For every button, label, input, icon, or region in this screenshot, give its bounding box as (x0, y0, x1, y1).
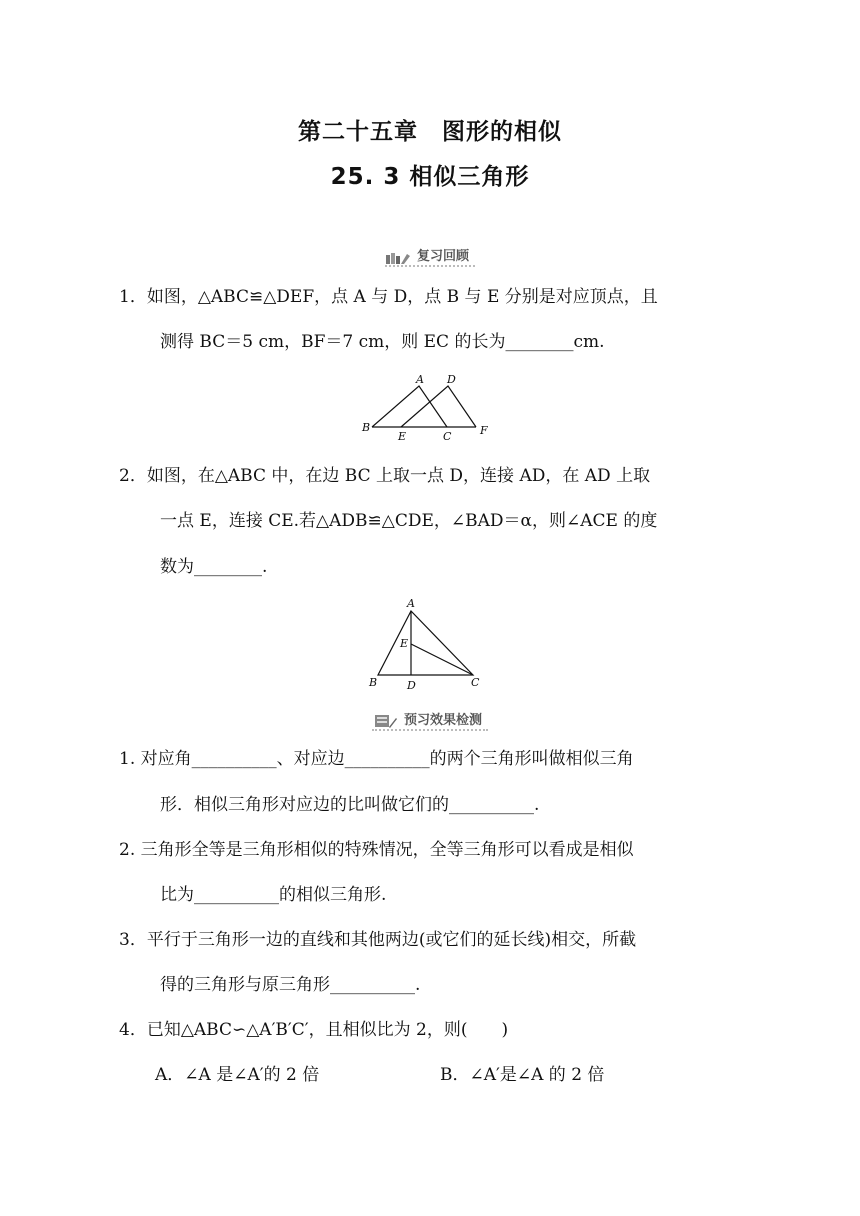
review-heading (0, 245, 860, 267)
books-icon (385, 250, 411, 264)
label-e: E (398, 430, 407, 442)
notebook-pencil-icon (372, 714, 398, 728)
review-q1-line2: 测得 BC＝5 cm，BF＝7 cm，则 EC 的长为________cm. (160, 332, 605, 352)
preview-heading (0, 709, 860, 731)
label2-a: A (407, 597, 415, 610)
label-b: B (362, 421, 371, 434)
preview-q4-stem: 4．已知△ABC∽△A′B′C′，且相似比为 2，则( ) (119, 1020, 509, 1040)
label-d: D (447, 373, 456, 386)
preview-q1-line1: 1. 对应角__________、对应边__________的两个三角形叫做相似三角 (119, 749, 634, 769)
review-q2-line1: 2．如图，在△ABC 中，在边 BC 上取一点 D，连接 AD，在 AD 上取 (119, 466, 651, 486)
review-q1-line1: 1．如图，△ABC≌△DEF，点 A 与 D，点 B 与 E 分别是对应顶点，且 (119, 287, 658, 307)
chapter-title: 第二十五章 图形的相似 (298, 119, 562, 145)
figure-triangle-adb-cde (365, 595, 490, 693)
label-a: A (416, 373, 424, 386)
label2-e: E (400, 637, 409, 650)
preview-q3-line2: 得的三角形与原三角形__________. (160, 975, 421, 995)
section-title: 25. 3 相似三角形 (330, 164, 530, 190)
review-q2-line3: 数为________. (160, 557, 268, 577)
preview-q2-line1: 2. 三角形全等是三角形相似的特殊情况，全等三角形可以看成是相似 (119, 840, 634, 860)
triangle-abc-2 (378, 611, 473, 675)
review-heading-label: 复习回顾 (416, 249, 469, 264)
label2-d: D (407, 679, 416, 692)
triangle-abc (372, 386, 447, 427)
label-c: C (443, 430, 452, 442)
preview-q4-option-b: B．∠A′是∠A 的 2 倍 (440, 1065, 605, 1085)
preview-q1-line2: 形．相似三角形对应边的比叫做它们的__________. (160, 795, 540, 815)
figure-congruent-triangles (360, 372, 500, 442)
label2-c: C (471, 676, 480, 689)
preview-heading-label: 预习效果检测 (403, 713, 482, 728)
preview-q2-line2: 比为__________的相似三角形. (160, 885, 387, 905)
preview-q3-line1: 3．平行于三角形一边的直线和其他两边(或它们的延长线)相交，所截 (119, 930, 637, 950)
label2-b: B (369, 676, 378, 689)
preview-q4-option-a: A．∠A 是∠A′的 2 倍 (155, 1065, 320, 1085)
label-f: F (480, 424, 488, 437)
segment-ce (411, 644, 473, 675)
review-q2-line2: 一点 E，连接 CE.若△ADB≌△CDE，∠BAD＝α，则∠ACE 的度 (160, 511, 658, 531)
